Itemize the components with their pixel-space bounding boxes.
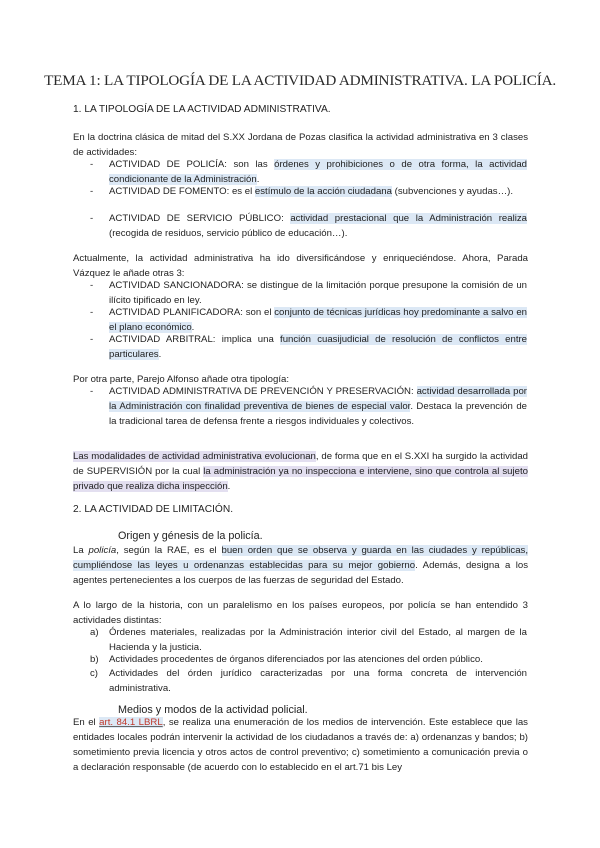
bullet: -	[90, 159, 94, 170]
paragraph: A lo largo de la historia, con un paralelismo en los países europeos, por policía se han entendido 3 actividades distintas:	[73, 600, 528, 626]
item-text: (recogida de residuos, servicio público de educación…).	[109, 228, 348, 239]
paragraph-text: , se realiza una enumeración de los medios de intervención. Este establece que las entidades locales podrán intervenir la actividad de los ciudadanos a través de: a) ordenanzas y bandos; b) sometimiento previa licencia y otros actos de control preventivo; c) sometimiento a comunicación previa o a declaración responsable (de acuerdo con lo establecido en el art.71 bis Ley	[73, 717, 528, 773]
list-item: Actividades procedentes de órganos diferenciados por las atenciones del orden público.	[109, 654, 483, 665]
item-label: ACTIVIDAD ARBITRAL:	[109, 334, 216, 345]
document-title: TEMA 1: LA TIPOLOGÍA DE LA ACTIVIDAD ADMINISTRATIVA. LA POLICÍA.	[44, 72, 556, 89]
item-label: ACTIVIDAD DE FOMENTO:	[109, 186, 230, 197]
highlighted-text: buen orden que se observa y guarda en las ciudades y repúblicas, cumpliéndose las leyes u ordenanzas establecidas para su mejor gobierno	[73, 545, 529, 571]
paragraph-text: La	[73, 545, 89, 556]
intro-paragraph: En la doctrina clásica de mitad del S.XX Jordana de Pozas clasifica la actividad administrativa en 3 clases de actividades:	[73, 132, 528, 158]
list-marker: a)	[90, 627, 99, 638]
item-text: implica una	[215, 334, 281, 345]
item-text: . Destaca la prevención de la tradicional tarea de defensa frente a riesgos individuales y colectivos.	[109, 401, 528, 427]
list-item	[109, 332, 527, 362]
item-text: se distingue de la limitación porque presupone la comisión de un ilícito tipificado en ley.	[109, 280, 527, 306]
section-heading-1: 1. LA TIPOLOGÍA DE LA ACTIVIDAD ADMINISTRATIVA.	[73, 104, 331, 115]
item-text: son el	[242, 307, 275, 318]
item-text: son las	[226, 159, 275, 170]
list-item	[109, 305, 527, 335]
bullet: -	[90, 307, 94, 318]
item-label: ACTIVIDAD ADMINISTRATIVA DE PREVENCIÓN Y PRESERVACIÓN:	[109, 386, 414, 397]
item-label: ACTIVIDAD PLANIFICADORA:	[109, 307, 243, 318]
subheading-means: Medios y modos de la actividad policial.	[118, 704, 308, 716]
paragraph: Por otra parte, Parejo Alfonso añade otra tipología:	[73, 374, 289, 385]
police-definition-paragraph	[73, 543, 528, 588]
highlighted-text: función cuasijudicial de resolución de conflictos entre particulares	[109, 334, 528, 360]
list-item: Órdenes materiales, realizadas por la Administración interior civil del Estado, al margen de la Hacienda y la justicia.	[109, 627, 527, 653]
highlighted-text: conjunto de técnicas jurídicas hoy predominante a salvo en el plano económico	[109, 307, 527, 333]
section-heading-2: 2. LA ACTIVIDAD DE LIMITACIÓN.	[73, 504, 234, 515]
bullet: -	[90, 386, 94, 397]
item-label: ACTIVIDAD DE POLICÍA:	[109, 159, 227, 170]
list-marker: b)	[90, 654, 99, 665]
list-item	[109, 184, 527, 199]
item-label: ACTIVIDAD DE SERVICIO PÚBLICO:	[109, 213, 284, 224]
list-item	[109, 211, 527, 241]
list-item	[109, 384, 527, 429]
paragraph-text: , de forma que en el S.XXI ha surgido la actividad de SUPERVISIÓN por la cual	[73, 451, 529, 477]
bullet: -	[90, 334, 94, 345]
supervision-paragraph	[73, 449, 528, 494]
law-reference: art. 84.1 LBRL	[99, 717, 163, 728]
highlighted-text: estímulo de la acción ciudadana	[254, 186, 392, 197]
list-item: Actividades del órden jurídico caracterizadas por una forma concreta de intervención administrativa.	[109, 668, 527, 694]
bullet: -	[90, 213, 94, 224]
item-label: ACTIVIDAD SANCIONADORA:	[109, 280, 244, 291]
term: policía	[88, 545, 117, 556]
paragraph-text: En el	[73, 717, 100, 728]
paragraph: Actualmente, la actividad administrativa ha ido diversificándose y enriqueciéndose. Ahora, Parada Vázquez le añade otras 3:	[73, 253, 528, 279]
item-text: (subvenciones y ayudas…).	[391, 186, 514, 197]
highlighted-text: actividad prestacional que la Administración realiza	[290, 213, 527, 224]
item-text: .	[158, 349, 162, 360]
paragraph-text: , según la RAE, es el	[116, 545, 222, 556]
paragraph-text: .	[227, 481, 231, 492]
item-text: .	[191, 322, 195, 333]
highlighted-text: la administración ya no inspecciona e interviene, sino que controla al sujeto privado que realiza dicha inspección	[73, 466, 528, 492]
bullet: -	[90, 280, 94, 291]
list-marker: c)	[90, 668, 98, 679]
highlighted-text: Las modalidades de actividad administrativa evolucionan	[73, 451, 316, 462]
highlighted-text: actividad desarrollada por la Administración con finalidad preventiva de bienes de especial valor	[109, 386, 527, 412]
highlighted-text: órdenes y prohibiciones o de otra forma, la actividad condicionante de la Administración	[109, 159, 527, 185]
means-paragraph	[73, 715, 528, 775]
item-text: .	[256, 174, 260, 185]
item-text: es el	[229, 186, 255, 197]
bullet: -	[90, 186, 94, 197]
subheading-origin: Origen y génesis de la policía.	[118, 530, 263, 542]
list-item	[109, 157, 527, 187]
list-item	[109, 278, 527, 308]
paragraph-text: . Además, designa a los agentes pertenecientes a los cuerpos de las fuerzas de seguridad del Estado.	[73, 560, 528, 586]
